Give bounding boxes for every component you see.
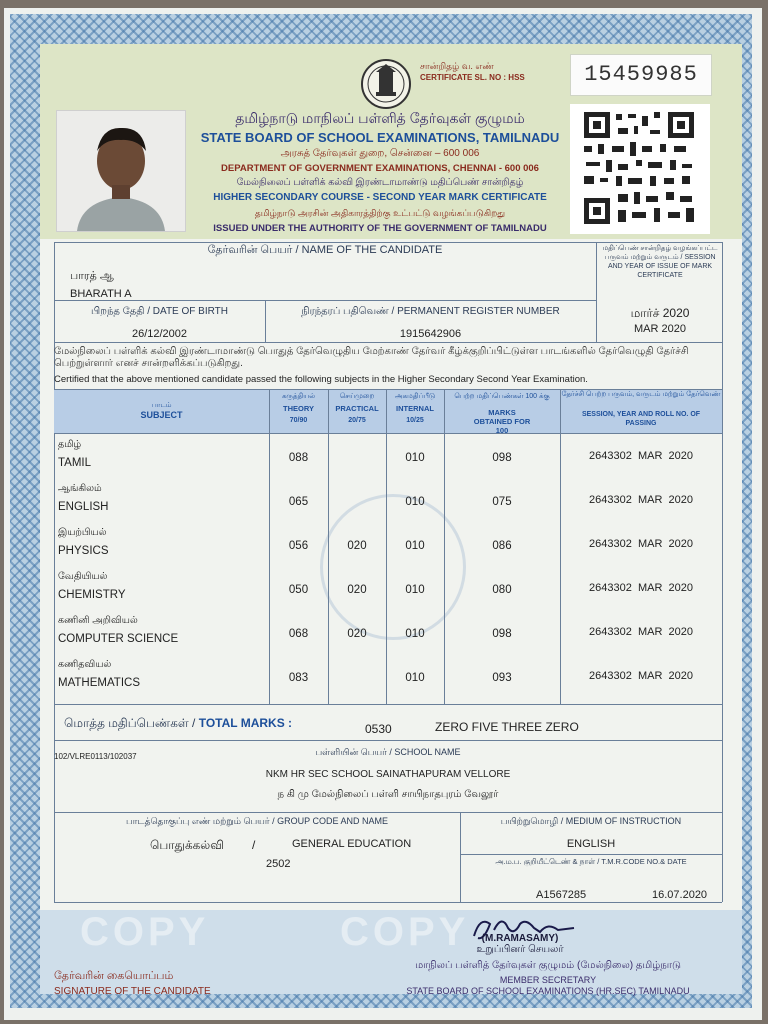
frame-line [722,242,723,902]
subject-name-en: PHYSICS [58,545,109,557]
signer-name: (M.RAMASAMY) [481,933,559,944]
th-practical-en: PRACTICAL [335,404,379,413]
passing-session: 2643302 MAR 2020 [589,582,693,594]
school-name-ta: ந கி மு மேல்நிலைப் பள்ளி சாயிநாதபுரம் வேலூர் [277,789,499,800]
internal-mark: 010 [405,540,425,552]
subject-name-en: TAMIL [58,457,92,469]
group-name-ta: பொதுக்கல்வி [150,838,224,852]
cert-sl-label-ta: சான்றிதழ் வ. எண் [420,61,494,71]
th-session-ta: தேர்ச்சி பெற்ற பருவம், வருடம் மற்றும் தேர்வெண் [561,391,721,398]
subject-name-en: ENGLISH [58,501,109,513]
internal-mark: 010 [405,496,425,508]
name-label: தேர்வரின் பெயர் / NAME OF THE CANDIDATE [207,244,443,256]
th-subject-ta: பாடம் [151,402,172,409]
dept-name-ta: அரசுத் தேர்வுகள் துறை, சென்னை – 600 006 [280,148,480,159]
signer-board-en: STATE BOARD OF SCHOOL EXAMINATIONS (HR.SEC) TAMILNADU [406,986,690,996]
total-marks-value: 0530 [365,722,392,736]
th-internal-ta: அகமதிப்பீடு [394,393,436,400]
total-mark: 075 [492,496,512,508]
total-mark: 098 [492,452,512,464]
dept-name-en: DEPARTMENT OF GOVERNMENT EXAMINATIONS, CHENNAI - 600 006 [221,163,539,174]
group-name-en: GENERAL EDUCATION [292,838,412,850]
passing-session: 2643302 MAR 2020 [589,494,693,506]
frame-line [54,300,596,301]
copy-watermark: COPY [80,910,210,954]
theory-mark: 056 [288,540,309,552]
candidate-signature-label-en: SIGNATURE OF THE CANDIDATE [54,986,211,997]
course-name-ta: மேல்நிலைப் பள்ளிக் கல்வி இரண்டாமாண்டு மதிப்பெண் சான்றிதழ் [236,177,524,188]
total-label-ta: மொத்த மதிப்பெண்கள் / [64,716,199,730]
candidate-name-ta: பாரத் ஆ [70,270,114,282]
course-name-en: HIGHER SECONDARY COURSE - SECOND YEAR MARK CERTIFICATE [213,192,547,203]
total-marks-words: ZERO FIVE THREE ZERO [435,720,579,734]
signer-board-ta: மாநிலப் பள்ளித் தேர்வுகள் குழுமம் (மேல்நிலை) தமிழ்நாடு [415,960,681,971]
certificate-body [40,44,742,997]
frame-line [54,342,722,343]
theory-mark: 088 [288,452,309,464]
th-subject-en: SUBJECT [140,410,183,420]
theory-mark: 083 [288,672,309,684]
certified-text-ta: மேல்நிலைப் பள்ளிக் கல்வி இரண்டாமாண்டு பொதுத் தேர்வெழுதிய மேற்காண் தேர்வர் கீழ்க்குறிப்பிட்டுள்ள பாடங்களில் தேர்வெழுதி தேர்ச்சி பெற்றுள்ளார் எனச் சான்றளிக்கப்படுகிறது. [54,346,689,369]
passing-session: 2643302 MAR 2020 [589,450,693,462]
school-label: பள்ளியின் பெயர் / SCHOOL NAME [315,747,461,757]
subject-name-ta: கணிதவியல் [58,659,112,670]
total-mark: 086 [492,540,512,552]
session-en: MAR 2020 [634,323,686,335]
medium-value: ENGLISH [566,838,616,850]
subject-name-ta: வேதியியல் [58,571,108,582]
th-theory-en: THEORY [283,404,314,413]
theory-mark: 065 [288,496,309,508]
signer-title-ta: உறுப்பினர் செயலர் [476,944,564,955]
internal-mark: 010 [405,584,425,596]
school-code: 102/VLRE0113/102037 [54,752,137,761]
passing-session: 2643302 MAR 2020 [589,670,693,682]
frame-line [54,242,55,902]
candidate-signature-label-ta: தேர்வரின் கையொப்பம் [54,970,174,982]
tmr-code: A1567285 [536,889,587,901]
board-name-en: STATE BOARD OF SCHOOL EXAMINATIONS, TAMILNADU [200,130,560,145]
total-mark: 080 [492,584,512,596]
total-label-en: TOTAL MARKS : [198,716,293,730]
subject-name-ta: தமிழ் [58,439,82,450]
total-marks-label [64,716,292,732]
dob-label: பிறந்த தேதி / DATE OF BIRTH [91,306,228,317]
theory-mark: 050 [288,584,309,596]
tmr-label: அ.ம.ப. குறியீட்டெண் & நாள் / T.M.R.CODE NO.& DATE [495,857,687,866]
group-code: 2502 [266,858,291,870]
table-line [54,740,722,741]
frame-line [596,242,597,342]
certificate-number: 15459985 [570,54,712,96]
issued-ta: தமிழ்நாடு அரசின் அதிகாரத்திற்கு உட்பட்டு வழங்கப்படுகிறது [254,208,506,218]
th-obtained-ta: பெற்ற மதிப்பெண்கள் 100 க்கு [454,393,550,400]
board-name-ta: தமிழ்நாடு மாநிலப் பள்ளித் தேர்வுகள் குழுமம் [235,110,525,126]
medium-label: பயிற்றுமொழி / MEDIUM OF INSTRUCTION [500,816,682,826]
subject-name-ta: இயற்பியல் [58,527,107,538]
subject-name-ta: கணினி அறிவியல் [58,615,138,626]
reg-label: நிரந்தரப் பதிவெண் / PERMANENT REGISTER NUMBER [301,306,560,317]
passing-session: 2643302 MAR 2020 [589,626,693,638]
issued-en: ISSUED UNDER THE AUTHORITY OF THE GOVERNMENT OF TAMILNADU [213,223,547,234]
cert-sl-label-en: CERTIFICATE SL. NO : HSS [420,73,525,82]
subject-name-en: COMPUTER SCIENCE [58,633,179,645]
session-label: மதிப்பெண் சான்றிதழ் வழங்கப்பட்ட பருவம் மற்றும் வருடம் / SESSION AND YEAR OF ISSUE OF MARK CERTIFICATE [602,245,718,279]
table-line [54,704,722,705]
school-name-en: NKM HR SEC SCHOOL SAINATHAPURAM VELLORE [265,769,511,780]
candidate-photo [56,110,186,232]
total-mark: 093 [492,672,512,684]
group-label: பாடத்தொகுப்பு எண் மற்றும் பெயர் / GROUP CODE AND NAME [126,816,388,826]
th-session-en: SESSION, YEAR AND ROLL NO. OF PASSING [581,411,701,427]
dob-value: 26/12/2002 [131,328,188,340]
passing-session: 2643302 MAR 2020 [589,538,693,550]
th-practical-max: 20/75 [348,417,366,424]
th-theory-ta: கருத்தியல் [281,393,316,400]
practical-mark: 020 [347,584,367,596]
th-internal-en: INTERNAL [396,404,434,413]
subject-name-ta: ஆங்கிலம் [58,483,102,494]
frame-line [54,242,722,243]
table-line [54,389,722,390]
table-line [54,812,722,813]
th-practical-ta: செய்முறை [339,393,375,400]
reg-number: 1915642906 [399,328,462,340]
tmr-date: 16.07.2020 [652,889,708,901]
candidate-name-en: BHARATH A [70,288,132,300]
table-line [54,433,722,434]
internal-mark: 010 [405,628,425,640]
guilloche-border [10,14,752,1008]
session-ta: மார்ச் 2020 [630,306,690,320]
internal-mark: 010 [405,672,425,684]
subject-name-en: CHEMISTRY [58,589,126,601]
total-mark: 098 [492,628,512,640]
th-internal-max: 10/25 [406,417,424,424]
theory-mark: 068 [288,628,309,640]
subject-name-en: MATHEMATICS [58,677,140,689]
table-line [54,902,722,903]
practical-mark: 020 [347,540,367,552]
th-obtained-en: MARKS OBTAINED FOR 100 [473,408,531,435]
copy-watermark: COPY [340,910,470,954]
th-theory-max: 70/90 [289,417,308,424]
certified-text-en: Certified that the above mentioned candidate passed the following subjects in the Higher Secondary Second Year Examination. [54,374,588,385]
tamilnadu-emblem-icon [360,58,412,110]
signer-title-en: MEMBER SECRETARY [499,975,597,985]
practical-mark: 020 [347,628,367,640]
table-line [460,854,722,855]
group-separator: / [252,838,256,852]
internal-mark: 010 [405,452,425,464]
qr-code-icon [570,104,710,234]
